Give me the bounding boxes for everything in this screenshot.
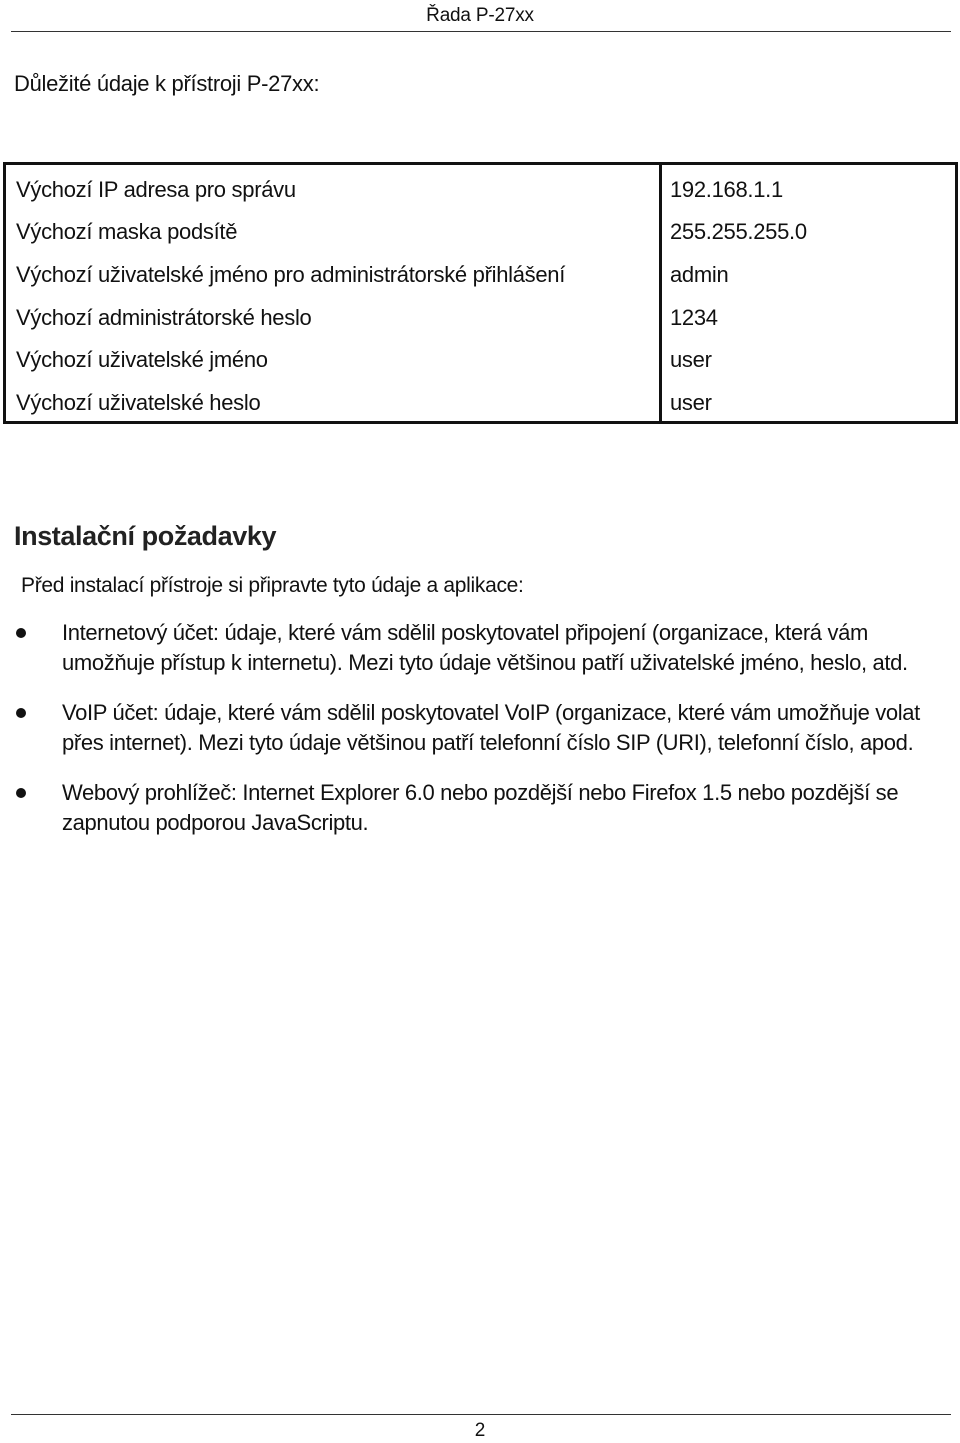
bullet-icon bbox=[16, 628, 26, 638]
footer-rule bbox=[11, 1414, 951, 1415]
list-item-text: Webový prohlížeč: Internet Explorer 6.0 nebo pozdější nebo Firefox 1.5 nebo pozdější se zapnutou podporou JavaScriptu. bbox=[62, 780, 899, 835]
setting-value: user bbox=[670, 390, 712, 415]
list-item-text: Internetový účet: údaje, které vám sdělil poskytovatel připojení (organizace, která vám umožňuje přístup k internetu). Mezi tyto údaje většinou patří uživatelské jméno, heslo, atd. bbox=[62, 620, 908, 675]
list-item bbox=[0, 698, 960, 758]
setting-label: Výchozí uživatelské jméno pro administrátorské přihlášení bbox=[16, 262, 566, 287]
table-row bbox=[6, 381, 955, 424]
requirements-list bbox=[0, 618, 960, 858]
bullet-icon bbox=[16, 788, 26, 798]
setting-value: 192.168.1.1 bbox=[670, 177, 783, 202]
table-row bbox=[6, 338, 955, 381]
table-row bbox=[6, 253, 955, 296]
bullet-icon bbox=[16, 708, 26, 718]
device-info-heading: Důležité údaje k přístroji P-27xx: bbox=[14, 71, 320, 96]
default-settings-table bbox=[3, 162, 958, 424]
setting-label: Výchozí uživatelské jméno bbox=[16, 347, 268, 372]
list-item-text: VoIP účet: údaje, které vám sdělil poskytovatel VoIP (organizace, které vám umožňuje volat přes internet). Mezi tyto údaje většinou patří telefonní číslo SIP (URI), telefonní číslo, apod. bbox=[62, 700, 920, 755]
install-requirements-intro: Před instalací přístroje si připravte tyto údaje a aplikace: bbox=[21, 574, 524, 597]
setting-value: 1234 bbox=[670, 305, 718, 330]
setting-value: user bbox=[670, 347, 712, 372]
setting-label: Výchozí IP adresa pro správu bbox=[16, 177, 296, 202]
running-header-title: Řada P-27xx bbox=[426, 5, 534, 26]
page-number: 2 bbox=[474, 1420, 486, 1441]
list-item bbox=[0, 618, 960, 678]
setting-value: 255.255.255.0 bbox=[670, 219, 807, 244]
table-row bbox=[6, 168, 955, 211]
setting-label: Výchozí maska podsítě bbox=[16, 219, 238, 244]
install-requirements-heading: Instalační požadavky bbox=[14, 521, 277, 551]
setting-label: Výchozí uživatelské heslo bbox=[16, 390, 261, 415]
header-rule bbox=[11, 31, 951, 32]
setting-label: Výchozí administrátorské heslo bbox=[16, 305, 312, 330]
table-row bbox=[6, 210, 955, 253]
list-item bbox=[0, 778, 960, 838]
table-row bbox=[6, 296, 955, 339]
setting-value: admin bbox=[670, 262, 729, 287]
